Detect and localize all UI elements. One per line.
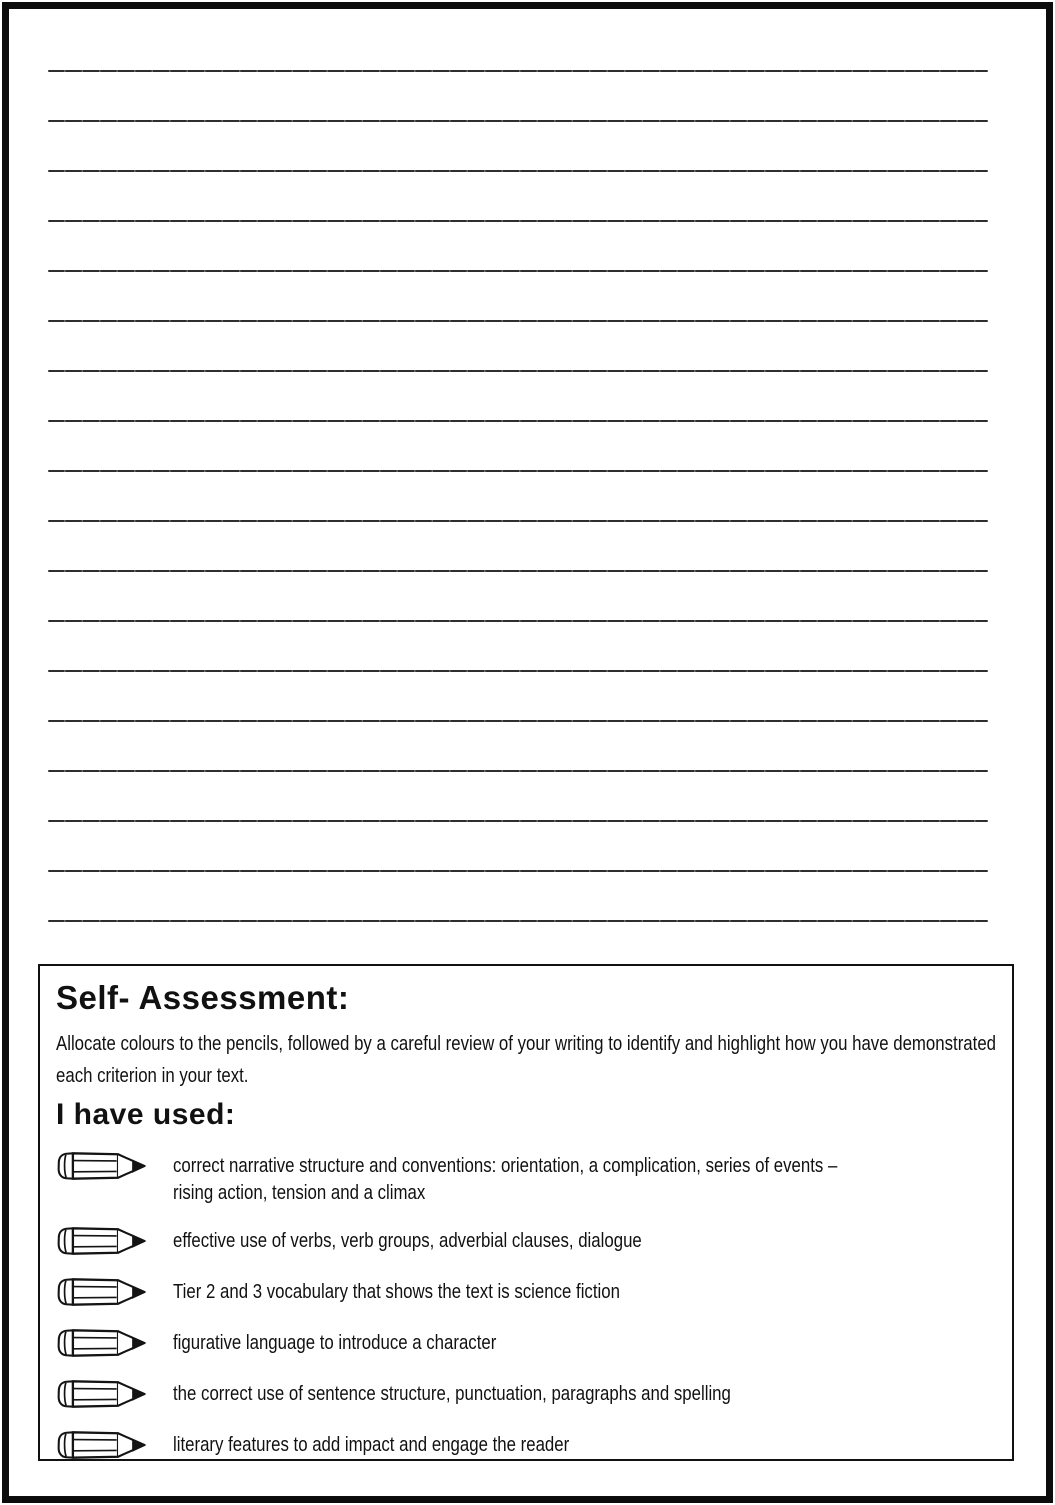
criterion-text: figurative language to introduce a character [173, 1331, 497, 1354]
writing-line [48, 170, 988, 172]
criterion-row [56, 1152, 996, 1206]
writing-lines [48, 70, 988, 970]
criterion-row [56, 1380, 996, 1410]
criterion-row [56, 1227, 996, 1257]
writing-line [48, 770, 988, 772]
writing-line [48, 70, 988, 72]
writing-line [48, 620, 988, 622]
writing-line [48, 870, 988, 872]
self-assessment-box [38, 964, 1014, 1461]
writing-line [48, 220, 988, 222]
i-have-used-heading: I have used: [56, 1098, 236, 1131]
writing-line [48, 520, 988, 522]
writing-line [48, 720, 988, 722]
criterion-row [56, 1431, 996, 1461]
pencil-icon [56, 1327, 173, 1359]
writing-line [48, 670, 988, 672]
writing-line [48, 920, 988, 922]
writing-line [48, 470, 988, 472]
writing-line [48, 570, 988, 572]
criterion-text: literary features to add impact and engage the reader [173, 1433, 570, 1456]
pencil-icon [56, 1150, 173, 1182]
pencil-icon [56, 1225, 173, 1257]
self-assessment-title: Self- Assessment: [56, 979, 350, 1016]
pencil-icon [56, 1276, 173, 1308]
pencil-icon [56, 1378, 173, 1410]
writing-line [48, 120, 988, 122]
criterion-text: correct narrative structure and conventions: orientation, a complication, series of events – rising action, tension and a climax [173, 1154, 838, 1204]
criterion-row [56, 1329, 996, 1359]
self-assessment-instructions: Allocate colours to the pencils, followed by a careful review of your writing to identify and highlight how you have demonstrated each criterion in your text. [56, 1032, 997, 1087]
criterion-text: effective use of verbs, verb groups, adverbial clauses, dialogue [173, 1229, 642, 1252]
writing-line [48, 270, 988, 272]
writing-line [48, 820, 988, 822]
criteria-list [56, 1152, 996, 1461]
writing-line [48, 320, 988, 322]
pencil-icon [56, 1429, 173, 1461]
writing-line [48, 370, 988, 372]
criterion-row [56, 1278, 996, 1308]
criterion-text: the correct use of sentence structure, punctuation, paragraphs and spelling [173, 1382, 731, 1405]
criterion-text: Tier 2 and 3 vocabulary that shows the text is science fiction [173, 1280, 620, 1303]
writing-line [48, 420, 988, 422]
